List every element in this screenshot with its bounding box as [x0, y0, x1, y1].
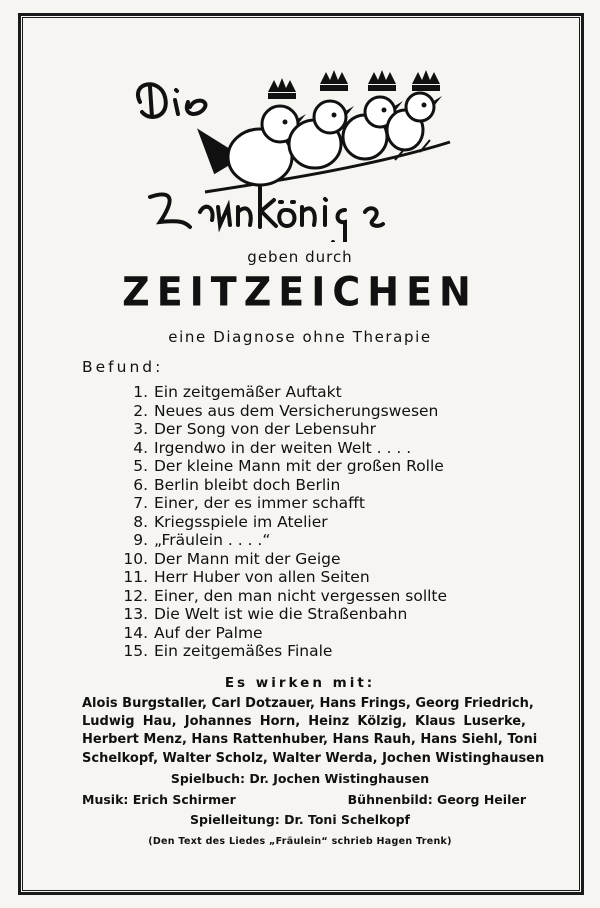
item-number: 6.: [133, 475, 148, 494]
item-number: 7.: [133, 494, 148, 512]
cast-line: Alois Burgstaller, Carl Dotzauer, Hans Frings, Georg Friedrich,: [82, 696, 534, 711]
list-item: [108, 605, 447, 624]
list-item: [108, 550, 447, 569]
item-title: Einer, den man nicht vergessen sollte: [154, 586, 448, 605]
musik-credit: Musik: Erich Schirmer: [82, 792, 236, 807]
item-title: Ein zeitgemäßer Auftakt: [154, 383, 342, 401]
list-item: [108, 402, 447, 421]
intro-text: geben durch: [247, 248, 353, 266]
list-item: [108, 457, 447, 476]
list-item: [108, 439, 447, 458]
item-number: 8.: [133, 512, 148, 531]
item-title: Neues aus dem Versicherungswesen: [154, 401, 439, 420]
cast-line: Herbert Menz, Hans Rattenhuber, Hans Rauh, Hans Siehl, Toni: [82, 732, 538, 748]
item-number: 12.: [123, 586, 148, 605]
item-number: 1.: [133, 383, 148, 401]
item-number: 15.: [123, 642, 148, 660]
item-number: 13.: [123, 605, 148, 623]
cast-heading: Es wirken mit:: [224, 675, 376, 691]
item-number: 2.: [133, 401, 148, 420]
list-item: [108, 476, 447, 495]
subtitle: eine Diagnose ohne Therapie: [168, 328, 432, 346]
item-title: Der kleine Mann mit der großen Rolle: [154, 457, 444, 475]
list-item: [108, 531, 447, 550]
item-number: 14.: [123, 623, 148, 642]
spielbuch-credit: Spielbuch: Dr. Jochen Wistinghausen: [170, 771, 430, 786]
item-title: Der Mann mit der Geige: [154, 549, 341, 568]
cast-line: Schelkopf, Walter Scholz, Walter Werda, Jochen Wistinghausen: [82, 750, 545, 766]
item-title: Irgendwo in der weiten Welt . . . .: [154, 438, 412, 457]
item-number: 3.: [133, 420, 148, 438]
item-title: Ein zeitgemäßes Finale: [154, 642, 333, 660]
spielleitung-credit: Spielleitung: Dr. Toni Schelkopf: [190, 812, 410, 827]
credits-row: [82, 792, 526, 807]
cast-list: [82, 695, 545, 768]
list-item: [108, 642, 447, 661]
headline: ZEITZEICHEN: [122, 268, 478, 316]
item-title: Einer, der es immer schafft: [154, 494, 365, 512]
item-number: 10.: [123, 549, 148, 568]
cast-line: Ludwig Hau, Johannes Horn, Heinz Kölzig, Klaus Luserke,: [82, 714, 526, 730]
item-title: Herr Huber von allen Seiten: [154, 568, 370, 586]
item-number: 11.: [123, 568, 148, 586]
item-title: Kriegsspiele im Atelier: [154, 512, 328, 531]
zaunkoenige-logo: [120, 62, 470, 242]
list-item: [108, 383, 447, 402]
item-title: Der Song von der Lebensuhr: [154, 420, 376, 438]
list-item: [108, 568, 447, 587]
item-title: Die Welt ist wie die Straßenbahn: [154, 605, 408, 623]
list-item: [108, 587, 447, 606]
list-item: [108, 513, 447, 532]
item-number: 9.: [133, 531, 148, 549]
list-item: [108, 494, 447, 513]
program-list: [108, 383, 447, 661]
lyrics-note: (Den Text des Liedes „Fräulein“ schrieb Hagen Trenk): [148, 836, 452, 847]
item-title: „Fräulein . . . .“: [154, 531, 271, 549]
item-number: 5.: [133, 457, 148, 475]
item-title: Berlin bleibt doch Berlin: [154, 475, 341, 494]
list-item: [108, 624, 447, 643]
list-item: [108, 420, 447, 439]
befund-label: Befund:: [82, 358, 164, 376]
buehnenbild-credit: Bühnenbild: Georg Heiler: [347, 792, 526, 807]
item-number: 4.: [133, 438, 148, 457]
item-title: Auf der Palme: [154, 623, 263, 642]
